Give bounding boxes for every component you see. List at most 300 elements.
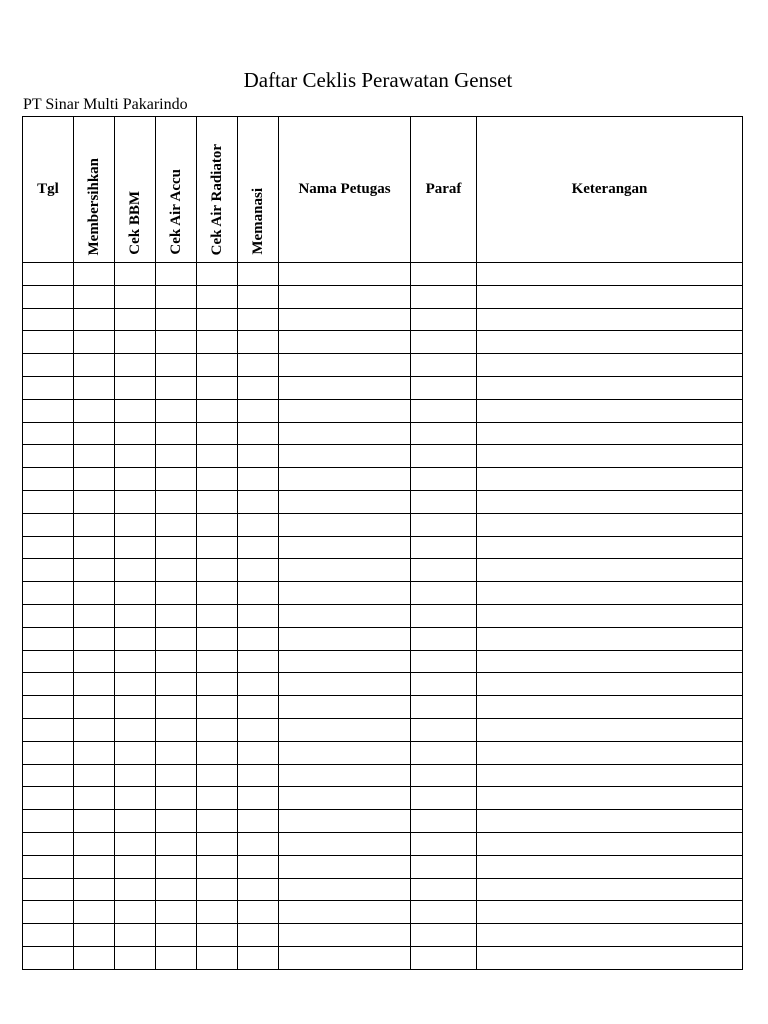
table-cell-paraf[interactable] — [411, 627, 477, 650]
table-cell-tgl[interactable] — [23, 582, 74, 605]
table-cell-nama-petugas[interactable] — [279, 490, 411, 513]
table-cell-cek-air-radiator[interactable] — [197, 490, 238, 513]
table-cell-memanasi[interactable] — [238, 376, 279, 399]
table-cell-membersihkan[interactable] — [74, 787, 115, 810]
table-cell-tgl[interactable] — [23, 650, 74, 673]
table-cell-paraf[interactable] — [411, 718, 477, 741]
table-cell-memanasi[interactable] — [238, 878, 279, 901]
table-cell-tgl[interactable] — [23, 741, 74, 764]
table-cell-membersihkan[interactable] — [74, 354, 115, 377]
table-cell-cek-bbm[interactable] — [115, 650, 156, 673]
table-row — [23, 354, 743, 377]
table-cell-memanasi[interactable] — [238, 331, 279, 354]
table-cell-cek-bbm[interactable] — [115, 376, 156, 399]
table-cell-membersihkan[interactable] — [74, 832, 115, 855]
table-cell-membersihkan[interactable] — [74, 536, 115, 559]
table-cell-keterangan[interactable] — [477, 263, 743, 286]
table-row — [23, 536, 743, 559]
table-cell-membersihkan[interactable] — [74, 878, 115, 901]
table-cell-nama-petugas[interactable] — [279, 627, 411, 650]
table-cell-keterangan[interactable] — [477, 285, 743, 308]
table-cell-memanasi[interactable] — [238, 422, 279, 445]
table-cell-paraf[interactable] — [411, 263, 477, 286]
table-cell-tgl[interactable] — [23, 468, 74, 491]
table-cell-membersihkan[interactable] — [74, 263, 115, 286]
table-cell-cek-air-radiator[interactable] — [197, 924, 238, 947]
table-cell-cek-air-accu[interactable] — [156, 445, 197, 468]
table-cell-paraf[interactable] — [411, 399, 477, 422]
table-cell-paraf[interactable] — [411, 901, 477, 924]
table-cell-cek-bbm[interactable] — [115, 673, 156, 696]
table-cell-tgl[interactable] — [23, 308, 74, 331]
table-cell-cek-air-radiator[interactable] — [197, 422, 238, 445]
column-header-cek-air-radiator — [197, 117, 238, 263]
table-cell-cek-bbm[interactable] — [115, 354, 156, 377]
table-cell-membersihkan[interactable] — [74, 604, 115, 627]
table-cell-paraf[interactable] — [411, 741, 477, 764]
table-cell-keterangan[interactable] — [477, 764, 743, 787]
table-row — [23, 422, 743, 445]
table-cell-membersihkan[interactable] — [74, 855, 115, 878]
table-cell-nama-petugas[interactable] — [279, 855, 411, 878]
table-cell-cek-air-accu[interactable] — [156, 263, 197, 286]
table-cell-keterangan[interactable] — [477, 810, 743, 833]
table-cell-cek-air-accu[interactable] — [156, 399, 197, 422]
table-cell-nama-petugas[interactable] — [279, 354, 411, 377]
table-row — [23, 924, 743, 947]
table-cell-cek-air-accu[interactable] — [156, 924, 197, 947]
table-cell-membersihkan[interactable] — [74, 559, 115, 582]
table-cell-memanasi[interactable] — [238, 263, 279, 286]
table-cell-tgl[interactable] — [23, 399, 74, 422]
table-cell-cek-air-radiator[interactable] — [197, 513, 238, 536]
table-cell-paraf[interactable] — [411, 308, 477, 331]
table-cell-paraf[interactable] — [411, 650, 477, 673]
table-cell-keterangan[interactable] — [477, 331, 743, 354]
table-row — [23, 832, 743, 855]
table-cell-membersihkan[interactable] — [74, 422, 115, 445]
table-cell-tgl[interactable] — [23, 787, 74, 810]
table-cell-paraf[interactable] — [411, 946, 477, 969]
table-cell-nama-petugas[interactable] — [279, 924, 411, 947]
table-cell-keterangan[interactable] — [477, 468, 743, 491]
table-cell-tgl[interactable] — [23, 832, 74, 855]
table-cell-keterangan[interactable] — [477, 490, 743, 513]
table-cell-cek-air-radiator[interactable] — [197, 946, 238, 969]
table-cell-keterangan[interactable] — [477, 513, 743, 536]
table-cell-memanasi[interactable] — [238, 673, 279, 696]
table-cell-membersihkan[interactable] — [74, 946, 115, 969]
checklist-table — [22, 116, 743, 970]
table-cell-paraf[interactable] — [411, 924, 477, 947]
table-cell-cek-air-radiator[interactable] — [197, 285, 238, 308]
table-cell-nama-petugas[interactable] — [279, 445, 411, 468]
table-cell-cek-bbm[interactable] — [115, 263, 156, 286]
table-cell-cek-bbm[interactable] — [115, 718, 156, 741]
table-cell-paraf[interactable] — [411, 285, 477, 308]
table-cell-cek-air-accu[interactable] — [156, 376, 197, 399]
table-cell-cek-air-radiator[interactable] — [197, 536, 238, 559]
table-cell-cek-bbm[interactable] — [115, 878, 156, 901]
table-cell-paraf[interactable] — [411, 513, 477, 536]
table-cell-nama-petugas[interactable] — [279, 832, 411, 855]
table-cell-memanasi[interactable] — [238, 924, 279, 947]
table-cell-nama-petugas[interactable] — [279, 399, 411, 422]
table-cell-nama-petugas[interactable] — [279, 422, 411, 445]
table-cell-keterangan[interactable] — [477, 924, 743, 947]
table-cell-nama-petugas[interactable] — [279, 536, 411, 559]
table-cell-membersihkan[interactable] — [74, 468, 115, 491]
table-cell-membersihkan[interactable] — [74, 741, 115, 764]
table-cell-paraf[interactable] — [411, 582, 477, 605]
table-cell-paraf[interactable] — [411, 559, 477, 582]
table-row — [23, 764, 743, 787]
table-cell-tgl[interactable] — [23, 490, 74, 513]
table-cell-cek-air-accu[interactable] — [156, 696, 197, 719]
table-cell-cek-air-accu[interactable] — [156, 536, 197, 559]
table-cell-keterangan[interactable] — [477, 832, 743, 855]
table-cell-memanasi[interactable] — [238, 810, 279, 833]
table-cell-cek-air-accu[interactable] — [156, 604, 197, 627]
table-cell-paraf[interactable] — [411, 696, 477, 719]
table-cell-membersihkan[interactable] — [74, 696, 115, 719]
table-cell-cek-air-accu[interactable] — [156, 354, 197, 377]
table-cell-nama-petugas[interactable] — [279, 376, 411, 399]
table-cell-paraf[interactable] — [411, 354, 477, 377]
table-cell-tgl[interactable] — [23, 604, 74, 627]
table-cell-tgl[interactable] — [23, 627, 74, 650]
table-cell-membersihkan[interactable] — [74, 718, 115, 741]
table-cell-tgl[interactable] — [23, 764, 74, 787]
table-cell-memanasi[interactable] — [238, 741, 279, 764]
table-cell-cek-air-accu[interactable] — [156, 946, 197, 969]
table-cell-cek-air-accu[interactable] — [156, 855, 197, 878]
table-cell-cek-air-radiator[interactable] — [197, 718, 238, 741]
table-cell-tgl[interactable] — [23, 354, 74, 377]
table-cell-keterangan[interactable] — [477, 787, 743, 810]
table-cell-keterangan[interactable] — [477, 741, 743, 764]
table-cell-nama-petugas[interactable] — [279, 696, 411, 719]
table-cell-memanasi[interactable] — [238, 787, 279, 810]
table-cell-cek-air-accu[interactable] — [156, 650, 197, 673]
table-cell-cek-air-accu[interactable] — [156, 764, 197, 787]
table-cell-memanasi[interactable] — [238, 490, 279, 513]
table-cell-tgl[interactable] — [23, 331, 74, 354]
table-cell-cek-bbm[interactable] — [115, 604, 156, 627]
table-row — [23, 650, 743, 673]
table-cell-memanasi[interactable] — [238, 627, 279, 650]
table-cell-nama-petugas[interactable] — [279, 559, 411, 582]
table-cell-cek-air-radiator[interactable] — [197, 901, 238, 924]
table-row — [23, 582, 743, 605]
table-cell-keterangan[interactable] — [477, 308, 743, 331]
table-cell-cek-air-accu[interactable] — [156, 285, 197, 308]
table-cell-cek-bbm[interactable] — [115, 468, 156, 491]
table-cell-membersihkan[interactable] — [74, 331, 115, 354]
table-cell-membersihkan[interactable] — [74, 376, 115, 399]
table-cell-memanasi[interactable] — [238, 445, 279, 468]
table-cell-paraf[interactable] — [411, 878, 477, 901]
table-cell-tgl[interactable] — [23, 513, 74, 536]
table-cell-nama-petugas[interactable] — [279, 673, 411, 696]
table-row — [23, 673, 743, 696]
table-cell-cek-air-accu[interactable] — [156, 832, 197, 855]
table-cell-cek-air-radiator[interactable] — [197, 855, 238, 878]
table-cell-cek-bbm[interactable] — [115, 559, 156, 582]
table-cell-cek-air-accu[interactable] — [156, 901, 197, 924]
table-cell-cek-air-accu[interactable] — [156, 810, 197, 833]
table-cell-cek-bbm[interactable] — [115, 696, 156, 719]
table-cell-cek-air-radiator[interactable] — [197, 559, 238, 582]
table-cell-paraf[interactable] — [411, 604, 477, 627]
table-cell-cek-bbm[interactable] — [115, 490, 156, 513]
table-cell-cek-air-radiator[interactable] — [197, 604, 238, 627]
column-header-nama-petugas: Nama Petugas — [279, 117, 411, 263]
table-cell-memanasi[interactable] — [238, 468, 279, 491]
table-cell-memanasi[interactable] — [238, 901, 279, 924]
table-cell-tgl[interactable] — [23, 718, 74, 741]
table-cell-cek-bbm[interactable] — [115, 285, 156, 308]
table-cell-cek-bbm[interactable] — [115, 741, 156, 764]
table-cell-memanasi[interactable] — [238, 536, 279, 559]
table-cell-cek-air-accu[interactable] — [156, 741, 197, 764]
table-cell-cek-air-radiator[interactable] — [197, 650, 238, 673]
table-cell-paraf[interactable] — [411, 376, 477, 399]
table-cell-nama-petugas[interactable] — [279, 901, 411, 924]
table-cell-cek-bbm[interactable] — [115, 445, 156, 468]
table-cell-paraf[interactable] — [411, 855, 477, 878]
table-cell-memanasi[interactable] — [238, 513, 279, 536]
table-cell-keterangan[interactable] — [477, 855, 743, 878]
table-cell-cek-air-radiator[interactable] — [197, 445, 238, 468]
table-cell-cek-bbm[interactable] — [115, 810, 156, 833]
table-cell-cek-air-accu[interactable] — [156, 878, 197, 901]
table-cell-membersihkan[interactable] — [74, 764, 115, 787]
table-cell-tgl[interactable] — [23, 901, 74, 924]
table-cell-cek-air-radiator[interactable] — [197, 308, 238, 331]
table-cell-cek-bbm[interactable] — [115, 764, 156, 787]
table-cell-keterangan[interactable] — [477, 354, 743, 377]
table-cell-keterangan[interactable] — [477, 673, 743, 696]
table-cell-keterangan[interactable] — [477, 559, 743, 582]
table-cell-tgl[interactable] — [23, 559, 74, 582]
table-cell-tgl[interactable] — [23, 855, 74, 878]
table-cell-cek-bbm[interactable] — [115, 422, 156, 445]
table-cell-cek-bbm[interactable] — [115, 901, 156, 924]
table-cell-memanasi[interactable] — [238, 718, 279, 741]
table-cell-membersihkan[interactable] — [74, 285, 115, 308]
table-cell-tgl[interactable] — [23, 263, 74, 286]
table-row — [23, 399, 743, 422]
table-cell-membersihkan[interactable] — [74, 924, 115, 947]
table-cell-cek-air-radiator[interactable] — [197, 627, 238, 650]
table-cell-tgl[interactable] — [23, 673, 74, 696]
table-cell-cek-bbm[interactable] — [115, 582, 156, 605]
table-cell-cek-air-radiator[interactable] — [197, 468, 238, 491]
table-cell-nama-petugas[interactable] — [279, 582, 411, 605]
table-cell-memanasi[interactable] — [238, 696, 279, 719]
table-cell-tgl[interactable] — [23, 445, 74, 468]
table-row — [23, 331, 743, 354]
table-cell-nama-petugas[interactable] — [279, 946, 411, 969]
table-cell-membersihkan[interactable] — [74, 445, 115, 468]
table-cell-cek-air-accu[interactable] — [156, 490, 197, 513]
table-cell-cek-air-accu[interactable] — [156, 718, 197, 741]
table-cell-memanasi[interactable] — [238, 832, 279, 855]
table-cell-cek-air-accu[interactable] — [156, 582, 197, 605]
table-cell-nama-petugas[interactable] — [279, 513, 411, 536]
table-cell-cek-bbm[interactable] — [115, 924, 156, 947]
table-cell-cek-air-radiator[interactable] — [197, 399, 238, 422]
column-header-label: Memanasi — [250, 188, 266, 255]
table-cell-nama-petugas[interactable] — [279, 764, 411, 787]
table-cell-keterangan[interactable] — [477, 650, 743, 673]
table-cell-paraf[interactable] — [411, 331, 477, 354]
table-cell-membersihkan[interactable] — [74, 308, 115, 331]
table-cell-memanasi[interactable] — [238, 399, 279, 422]
table-cell-nama-petugas[interactable] — [279, 285, 411, 308]
table-cell-memanasi[interactable] — [238, 855, 279, 878]
table-cell-paraf[interactable] — [411, 468, 477, 491]
table-cell-cek-bbm[interactable] — [115, 627, 156, 650]
table-cell-keterangan[interactable] — [477, 718, 743, 741]
table-cell-tgl[interactable] — [23, 285, 74, 308]
table-cell-memanasi[interactable] — [238, 650, 279, 673]
table-cell-nama-petugas[interactable] — [279, 331, 411, 354]
table-cell-cek-air-accu[interactable] — [156, 308, 197, 331]
table-cell-tgl[interactable] — [23, 376, 74, 399]
table-cell-cek-air-radiator[interactable] — [197, 696, 238, 719]
table-cell-membersihkan[interactable] — [74, 513, 115, 536]
table-cell-paraf[interactable] — [411, 764, 477, 787]
table-cell-keterangan[interactable] — [477, 878, 743, 901]
table-cell-cek-air-accu[interactable] — [156, 787, 197, 810]
table-cell-cek-air-accu[interactable] — [156, 513, 197, 536]
table-cell-cek-air-radiator[interactable] — [197, 787, 238, 810]
table-cell-keterangan[interactable] — [477, 901, 743, 924]
table-cell-nama-petugas[interactable] — [279, 741, 411, 764]
table-cell-keterangan[interactable] — [477, 376, 743, 399]
table-cell-paraf[interactable] — [411, 445, 477, 468]
table-cell-memanasi[interactable] — [238, 764, 279, 787]
table-cell-cek-bbm[interactable] — [115, 536, 156, 559]
table-cell-memanasi[interactable] — [238, 559, 279, 582]
table-cell-tgl[interactable] — [23, 810, 74, 833]
table-row — [23, 285, 743, 308]
table-cell-cek-bbm[interactable] — [115, 513, 156, 536]
table-cell-cek-air-radiator[interactable] — [197, 582, 238, 605]
table-cell-cek-bbm[interactable] — [115, 946, 156, 969]
table-cell-tgl[interactable] — [23, 536, 74, 559]
table-body — [23, 263, 743, 970]
table-cell-membersihkan[interactable] — [74, 582, 115, 605]
table-cell-cek-air-accu[interactable] — [156, 627, 197, 650]
table-cell-keterangan[interactable] — [477, 445, 743, 468]
table-cell-nama-petugas[interactable] — [279, 878, 411, 901]
table-cell-cek-air-radiator[interactable] — [197, 741, 238, 764]
table-cell-memanasi[interactable] — [238, 604, 279, 627]
table-cell-paraf[interactable] — [411, 536, 477, 559]
table-cell-keterangan[interactable] — [477, 422, 743, 445]
table-cell-tgl[interactable] — [23, 878, 74, 901]
table-cell-paraf[interactable] — [411, 422, 477, 445]
table-cell-cek-bbm[interactable] — [115, 855, 156, 878]
table-cell-membersihkan[interactable] — [74, 627, 115, 650]
table-cell-cek-bbm[interactable] — [115, 399, 156, 422]
column-header-paraf: Paraf — [411, 117, 477, 263]
table-cell-membersihkan[interactable] — [74, 901, 115, 924]
table-cell-keterangan[interactable] — [477, 696, 743, 719]
table-row — [23, 376, 743, 399]
table-cell-cek-air-accu[interactable] — [156, 422, 197, 445]
table-cell-memanasi[interactable] — [238, 946, 279, 969]
table-cell-membersihkan[interactable] — [74, 399, 115, 422]
table-cell-cek-air-radiator[interactable] — [197, 878, 238, 901]
table-cell-nama-petugas[interactable] — [279, 718, 411, 741]
table-cell-cek-air-radiator[interactable] — [197, 810, 238, 833]
table-cell-cek-bbm[interactable] — [115, 308, 156, 331]
table-cell-memanasi[interactable] — [238, 582, 279, 605]
table-cell-keterangan[interactable] — [477, 604, 743, 627]
table-cell-cek-air-accu[interactable] — [156, 673, 197, 696]
table-cell-cek-air-radiator[interactable] — [197, 673, 238, 696]
table-cell-memanasi[interactable] — [238, 285, 279, 308]
table-cell-cek-bbm[interactable] — [115, 787, 156, 810]
table-cell-keterangan[interactable] — [477, 946, 743, 969]
table-cell-membersihkan[interactable] — [74, 650, 115, 673]
table-cell-tgl[interactable] — [23, 946, 74, 969]
table-cell-cek-air-accu[interactable] — [156, 331, 197, 354]
table-cell-nama-petugas[interactable] — [279, 810, 411, 833]
table-cell-membersihkan[interactable] — [74, 673, 115, 696]
table-cell-tgl[interactable] — [23, 924, 74, 947]
table-cell-cek-air-radiator[interactable] — [197, 764, 238, 787]
table-cell-nama-petugas[interactable] — [279, 263, 411, 286]
table-cell-paraf[interactable] — [411, 810, 477, 833]
table-cell-paraf[interactable] — [411, 673, 477, 696]
table-cell-tgl[interactable] — [23, 696, 74, 719]
table-cell-cek-air-accu[interactable] — [156, 468, 197, 491]
table-cell-membersihkan[interactable] — [74, 490, 115, 513]
table-cell-cek-air-radiator[interactable] — [197, 263, 238, 286]
table-cell-nama-petugas[interactable] — [279, 650, 411, 673]
table-cell-paraf[interactable] — [411, 490, 477, 513]
table-cell-tgl[interactable] — [23, 422, 74, 445]
table-cell-cek-air-radiator[interactable] — [197, 376, 238, 399]
table-cell-keterangan[interactable] — [477, 627, 743, 650]
table-cell-keterangan[interactable] — [477, 399, 743, 422]
table-cell-membersihkan[interactable] — [74, 810, 115, 833]
table-cell-nama-petugas[interactable] — [279, 308, 411, 331]
table-cell-nama-petugas[interactable] — [279, 468, 411, 491]
table-cell-keterangan[interactable] — [477, 536, 743, 559]
table-cell-cek-air-radiator[interactable] — [197, 354, 238, 377]
table-cell-nama-petugas[interactable] — [279, 604, 411, 627]
company-name: PT Sinar Multi Pakarindo — [23, 96, 188, 113]
table-cell-cek-bbm[interactable] — [115, 832, 156, 855]
table-cell-cek-bbm[interactable] — [115, 331, 156, 354]
table-cell-memanasi[interactable] — [238, 354, 279, 377]
table-cell-cek-air-radiator[interactable] — [197, 331, 238, 354]
table-cell-memanasi[interactable] — [238, 308, 279, 331]
table-cell-cek-air-radiator[interactable] — [197, 832, 238, 855]
table-cell-paraf[interactable] — [411, 787, 477, 810]
table-cell-nama-petugas[interactable] — [279, 787, 411, 810]
table-cell-cek-air-accu[interactable] — [156, 559, 197, 582]
table-row — [23, 468, 743, 491]
table-cell-keterangan[interactable] — [477, 582, 743, 605]
table-cell-paraf[interactable] — [411, 832, 477, 855]
